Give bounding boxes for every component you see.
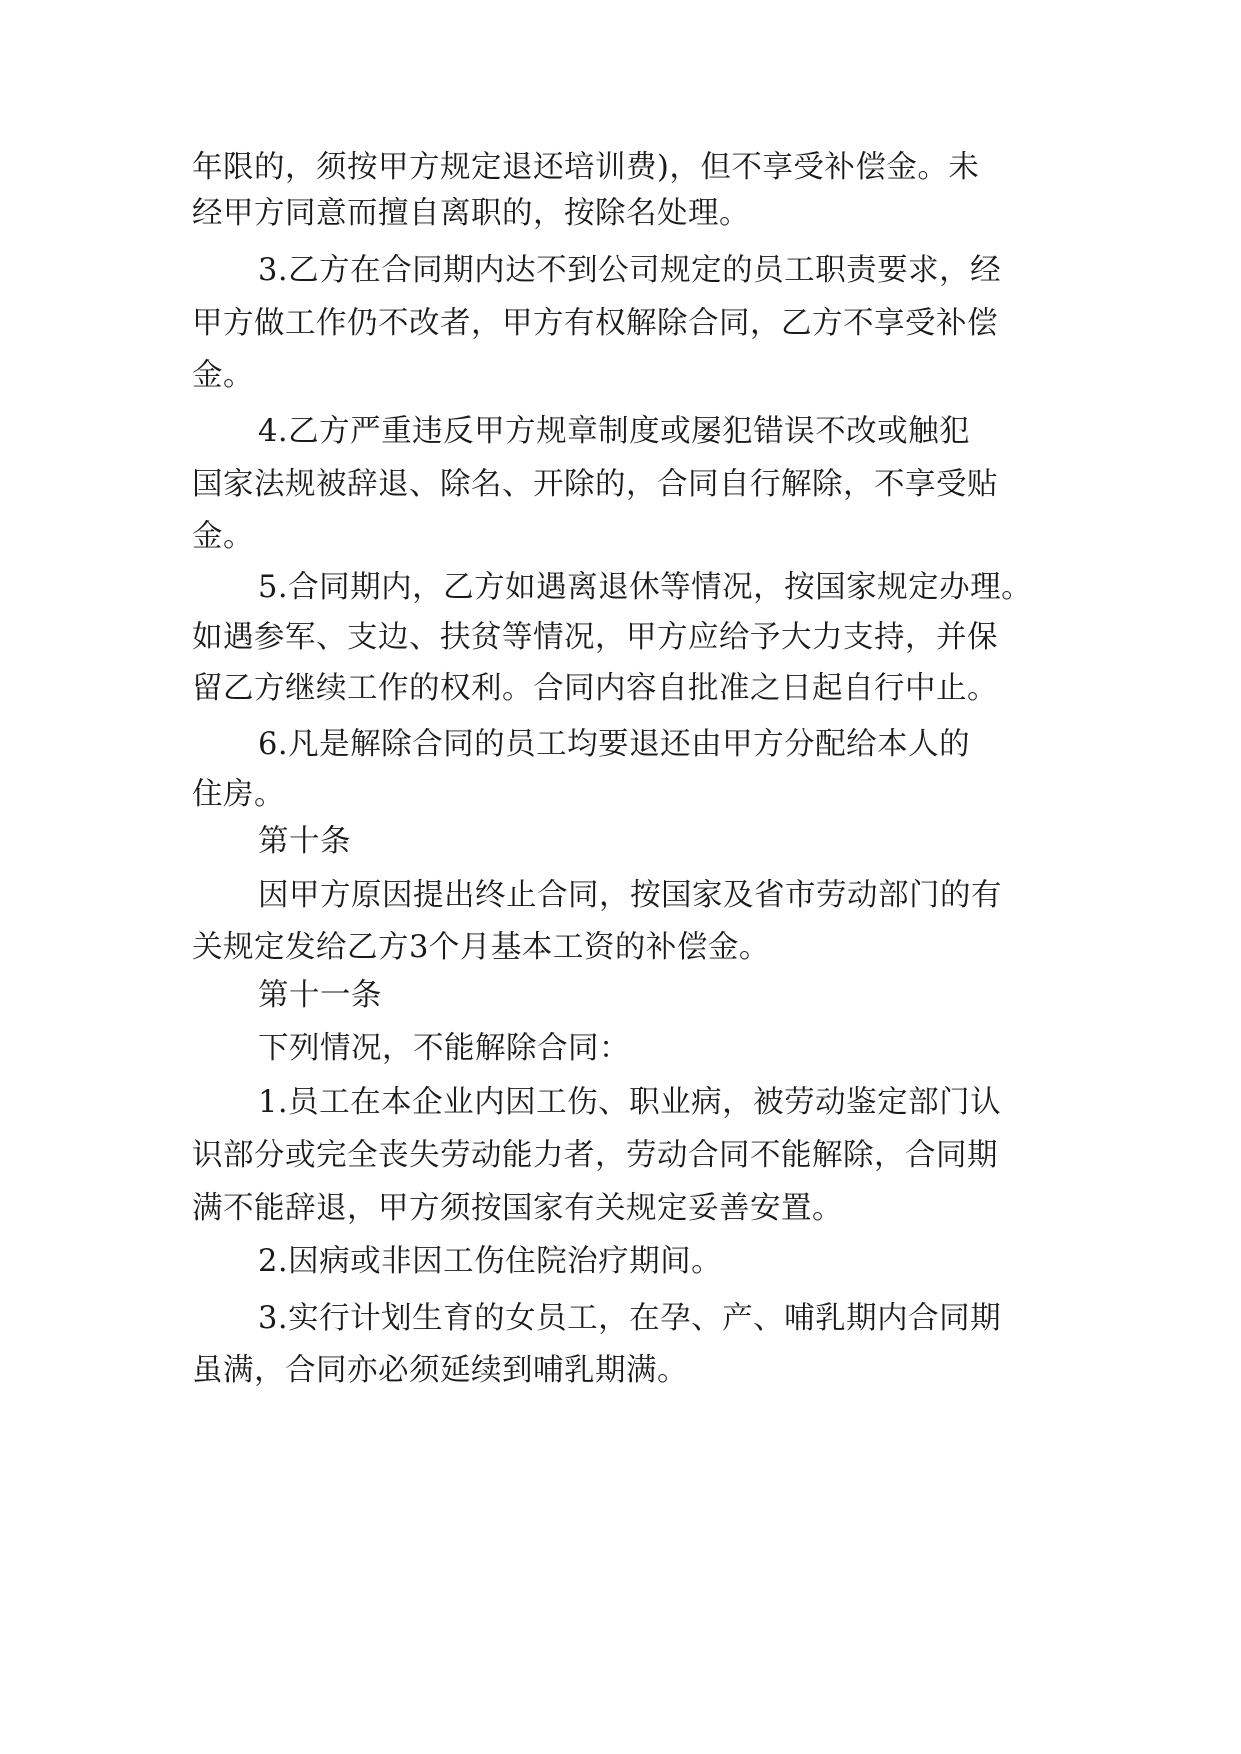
- text-line: 识部分或完全丧失劳动能力者，劳动合同不能解除，合同期: [192, 1138, 998, 1173]
- text-line: 2.因病或非因工伤住院治疗期间。: [258, 1244, 723, 1279]
- text-line: 下列情况，不能解除合同：: [258, 1031, 630, 1066]
- text-line: 满不能辞退，甲方须按国家有关规定妥善安置。: [192, 1191, 843, 1226]
- text-line: 金。: [192, 358, 254, 393]
- text-line: 年限的，须按甲方规定退还培训费)，但不享受补偿金。未: [192, 150, 980, 185]
- text-line: 4.乙方严重违反甲方规章制度或屡犯错误不改或触犯: [258, 414, 971, 449]
- text-line: 如遇参军、支边、扶贫等情况，甲方应给予大力支持，并保: [192, 620, 998, 655]
- text-line: 6.凡是解除合同的员工均要退还由甲方分配给本人的: [258, 727, 971, 762]
- text-line: 国家法规被辞退、除名、开除的，合同自行解除，不享受贴: [192, 467, 998, 502]
- article-heading: 第十条: [258, 824, 351, 859]
- text-line: 3.实行计划生育的女员工，在孕、产、哺乳期内合同期: [258, 1301, 1002, 1336]
- text-line: 5.合同期内，乙方如遇离退休等情况，按国家规定办理。: [258, 570, 1033, 605]
- text-line: 3.乙方在合同期内达不到公司规定的员工职责要求，经: [258, 253, 1002, 288]
- text-line: 甲方做工作仍不改者，甲方有权解除合同，乙方不享受补偿: [192, 306, 998, 341]
- text-line: 因甲方原因提出终止合同，按国家及省市劳动部门的有: [258, 878, 1002, 913]
- text-line: 金。: [192, 519, 254, 554]
- text-line: 住房。: [192, 777, 285, 812]
- text-line: 虽满，合同亦必须延续到哺乳期满。: [192, 1353, 688, 1388]
- text-line: 留乙方继续工作的权利。合同内容自批准之日起自行中止。: [192, 671, 998, 706]
- text-line: 经甲方同意而擅自离职的，按除名处理。: [192, 196, 750, 231]
- text-line: 关规定发给乙方3个月基本工资的补偿金。: [192, 930, 770, 965]
- article-heading: 第十一条: [258, 978, 382, 1013]
- text-line: 1.员工在本企业内因工伤、职业病，被劳动鉴定部门认: [258, 1085, 1002, 1120]
